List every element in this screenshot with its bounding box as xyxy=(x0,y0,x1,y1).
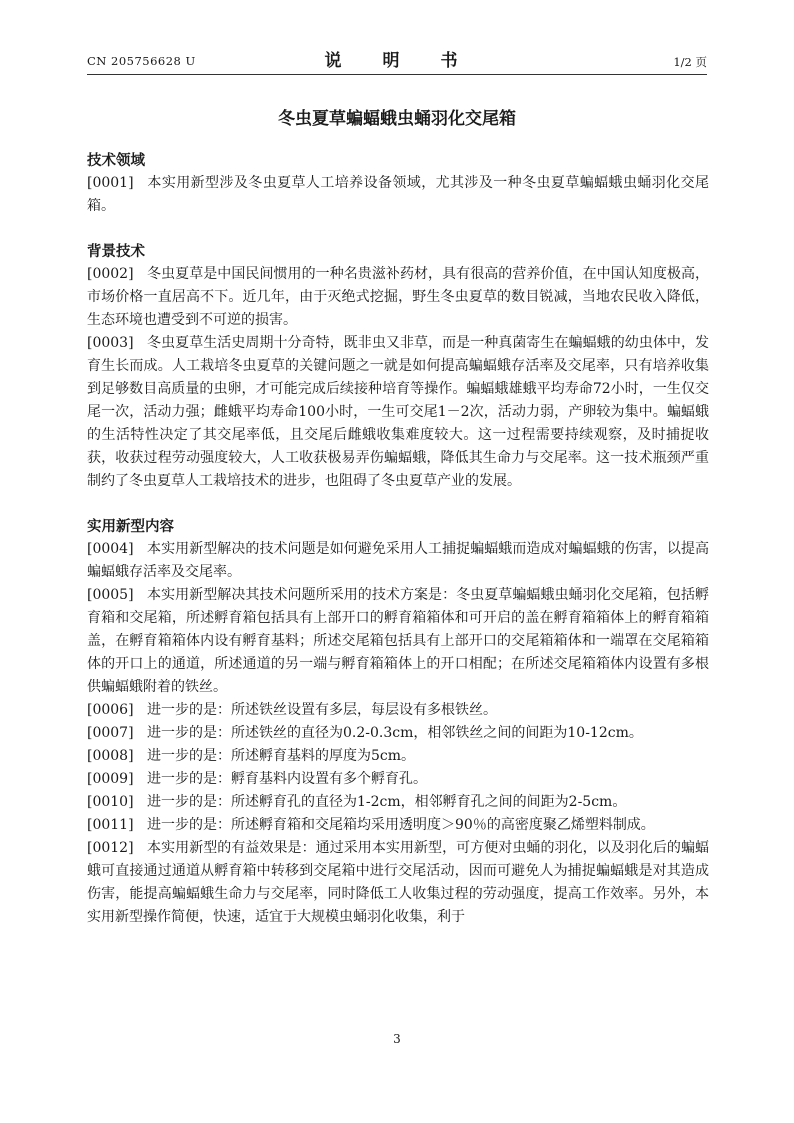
paragraph xyxy=(87,791,709,814)
paragraph-text: 进一步的是：所述铁丝的直径为0.2-0.3cm，相邻铁丝之间的间距为10-12cm。 xyxy=(147,725,643,741)
patent-number: CN 205756628 U xyxy=(87,54,196,68)
paragraph-number: [0007] xyxy=(87,725,134,741)
paragraph-number: [0009] xyxy=(87,771,134,787)
paragraph-number: [0001] xyxy=(87,175,134,191)
paragraph xyxy=(87,837,709,929)
page-header xyxy=(87,46,707,72)
paragraph-text: 冬虫夏草是中国民间惯用的一种名贵滋补药材，具有很高的营养价值，在中国认知度极高，市场价格一直居高不下。近几年，由于灭绝式挖掘，野生冬虫夏草的数目锐减，当地农民收入降低，生态环境也遭受到不可逆的损害。 xyxy=(87,266,709,328)
paragraph-text: 进一步的是：所述孵育基料的厚度为5cm。 xyxy=(147,748,416,764)
paragraph xyxy=(87,745,709,768)
page-number: 3 xyxy=(393,1032,401,1046)
paragraph-number: [0008] xyxy=(87,748,134,764)
paragraph xyxy=(87,538,709,584)
paragraph-text: 冬虫夏草生活史周期十分奇特，既非虫又非草，而是一种真菌寄生在蝙蝠蛾的幼虫体中，发育生长而成。人工栽培冬虫夏草的关键问题之一就是如何提高蝙蝠蛾存活率及交尾率，只有培养收集到足够数目高质量的虫卵，才可能完成后续接种培育等操作。蝙蝠蛾雄蛾平均寿命72小时，一生仅交尾一次，活动力强；雌蛾平均寿命100小时，一生可交尾1－2次，活动力弱，产卵较为集中。蝙蝠蛾的生活特性决定了其交尾率低，且交尾后雌蛾收集难度较大。这一过程需要持续观察，及时捕捉收获，收获过程劳动强度较大，人工收获极易弄伤蝙蝠蛾，降低其生命力与交尾率。这一技术瓶颈严重制约了冬虫夏草人工栽培技术的进步，也阻碍了冬虫夏草产业的发展。 xyxy=(87,335,709,489)
paragraph-text: 进一步的是：孵育基料内设置有多个孵育孔。 xyxy=(147,771,427,787)
paragraph-text: 进一步的是：所述孵育箱和交尾箱均采用透明度＞90％的高密度聚乙烯塑料制成。 xyxy=(147,817,655,833)
paragraph xyxy=(87,172,709,218)
section-spacer xyxy=(87,218,709,241)
paragraph xyxy=(87,814,709,837)
paragraph-number: [0011] xyxy=(87,817,134,833)
page-of-pages: 1/2 页 xyxy=(673,55,707,69)
paragraph-number: [0012] xyxy=(87,840,134,856)
section-heading: 技术领域 xyxy=(87,153,145,169)
paragraph xyxy=(87,768,709,791)
document-type: 说 明 书 xyxy=(324,51,470,71)
section-heading: 背景技术 xyxy=(87,244,145,260)
paragraph xyxy=(87,332,709,493)
paragraph-text: 本实用新型的有益效果是：通过采用本实用新型，可方便对虫蛹的羽化，以及羽化后的蝙蝠蛾可直接通过通道从孵育箱中转移到交尾箱中进行交尾活动，因而可避免人为捕捉蝙蝠蛾是对其造成伤害，能提高蝙蝠蛾生命力与交尾率，同时降低工人收集过程的劳动强度，提高工作效率。另外，本实用新型操作简便，快速，适宜于大规模虫蛹羽化收集，利于 xyxy=(87,840,709,925)
paragraph-number: [0010] xyxy=(87,794,134,810)
paragraph-number: [0005] xyxy=(87,587,134,603)
paragraph-number: [0006] xyxy=(87,702,134,718)
paragraph-number: [0002] xyxy=(87,266,134,282)
section-heading: 实用新型内容 xyxy=(87,519,174,535)
paragraph xyxy=(87,263,709,332)
paragraph xyxy=(87,699,709,722)
paragraph-text: 本实用新型解决其技术问题所采用的技术方案是：冬虫夏草蝙蝠蛾虫蛹羽化交尾箱，包括孵育箱和交尾箱，所述孵育箱包括具有上部开口的孵育箱箱体和可开启的盖在孵育箱箱体上的孵育箱箱盖，在孵育箱箱体内设有孵育基料；所述交尾箱包括具有上部开口的交尾箱箱体和一端罩在交尾箱箱体的开口上的通道，所述通道的另一端与孵育箱箱体上的开口相配；在所述交尾箱箱体内设置有多根供蝙蝠蛾附着的铁丝。 xyxy=(87,587,709,695)
header-divider xyxy=(87,74,707,75)
paragraph-number: [0003] xyxy=(87,335,134,351)
paragraph xyxy=(87,722,709,745)
paragraph-number: [0004] xyxy=(87,541,134,557)
document-body xyxy=(87,150,709,929)
paragraph xyxy=(87,584,709,699)
paragraph-text: 进一步的是：所述孵育孔的直径为1-2cm，相邻孵育孔之间的间距为2-5cm。 xyxy=(147,794,627,810)
section-spacer xyxy=(87,493,709,516)
paragraph-text: 本实用新型解决的技术问题是如何避免采用人工捕捉蝙蝠蛾而造成对蝙蝠蛾的伤害，以提高蝙蝠蛾存活率及交尾率。 xyxy=(87,541,709,580)
paragraph-text: 进一步的是：所述铁丝设置有多层，每层设有多根铁丝。 xyxy=(147,702,497,718)
document-title: 冬虫夏草蝙蝠蛾虫蛹羽化交尾箱 xyxy=(278,109,516,129)
paragraph-text: 本实用新型涉及冬虫夏草人工培养设备领域，尤其涉及一种冬虫夏草蝙蝠蛾虫蛹羽化交尾箱。 xyxy=(87,175,709,214)
